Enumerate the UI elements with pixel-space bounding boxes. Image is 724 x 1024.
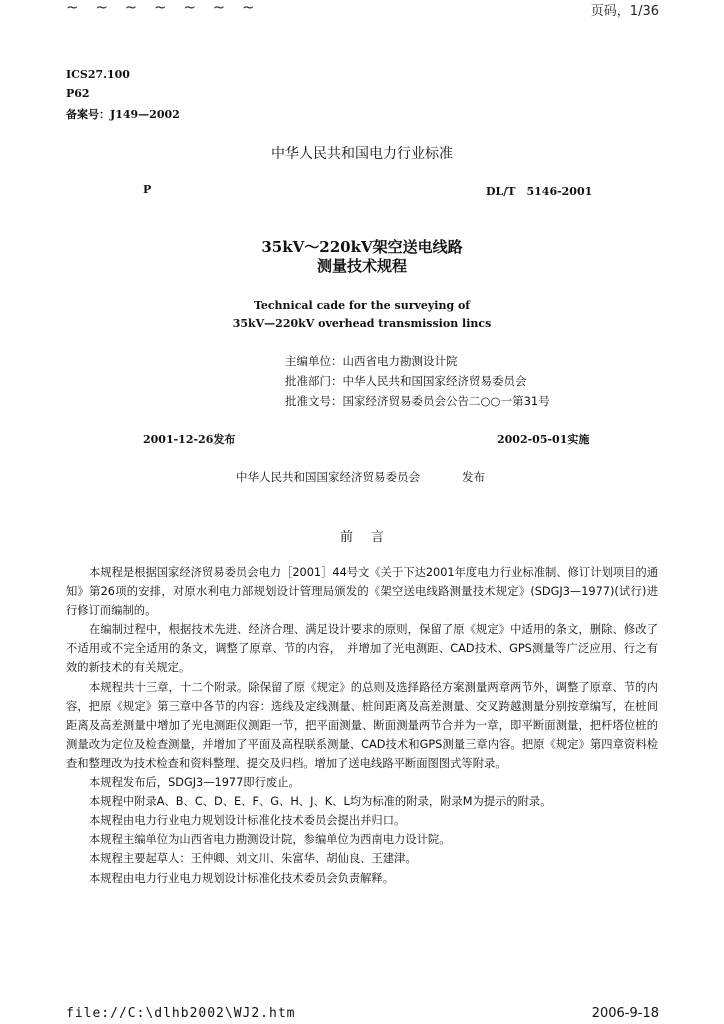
approval-document: 批准文号：国家经济贸易委员会公告二○○一第31号: [285, 394, 550, 408]
english-title-line-2: 35kV—220kV overhead transmission lincs: [232, 317, 492, 330]
page-number: 页码，1/36: [590, 4, 659, 19]
paragraph: 本规程由电力行业电力规划设计标准化技术委员会提出并归口。: [89, 814, 406, 828]
publisher-name: 中华人民共和国国家经济贸易委员会: [236, 470, 420, 484]
foreword-body: [66, 563, 658, 888]
class-code: P62: [66, 87, 90, 100]
doc-number: DL/T 5146-2001: [486, 185, 593, 198]
print-date: 2006-9-18: [591, 1006, 659, 1021]
paragraph: 本规程由电力行业电力规划设计标准化技术委员会负责解释。: [89, 871, 395, 885]
paragraph: 本规程主编单位为山西省电力勘测设计院，参编单位为西南电力设计院。: [89, 833, 451, 847]
paragraph: 本规程中附录A、B、C、D、E、F、G、H、J、K、L均为标准的附录，附录M为提示的附录。: [89, 795, 552, 809]
paragraph: 本规程发布后，SDGJ3—1977即行废止。: [89, 776, 300, 790]
title-line-2: 测量技术规程: [316, 257, 407, 275]
paragraph: 本规程是根据国家经济贸易委员会电力［2001］44号文《关于下达2001年度电力行业标准制、修订计划项目的通知》第26项的安排，对原水利电力部规划设计管理局颁发的《架空送电线路测量技术规定》(SDGJ3—1977)(试行)进行修订而编制的。: [66, 566, 658, 618]
publish-date: 2001-12-26发布: [143, 433, 236, 446]
implement-date: 2002-05-01实施: [497, 433, 590, 446]
paragraph: 本规程共十三章，十二个附录。除保留了原《规定》的总则及选择路径方案测量两章两节外，调整了原章、节的内容，把原《规定》第三章中各节的内容：选线及定线测量、桩间距离及高差测量、交叉跨越测量分别按章编写，在桩间距离及高差测量中增加了光电测距仪测距一节，把平面测量、断面测量两节合并为一章，即平断面测量，把杆塔位桩的测量改为定位及检查测量，并增加了平面及高程联系测量、CAD技术和GPS测量三章内容。把原《规定》第四章资料检查和整理改为技术检查和资料整理、提交及归档。增加了送电线路平断面图图式等附录。: [66, 680, 658, 770]
filing-number: 备案号：J149—2002: [66, 108, 180, 121]
foreword-title: 前言: [339, 530, 402, 545]
ics-code: ICS27.100: [66, 68, 130, 81]
approval-department: 批准部门：中华人民共和国国家经济贸易委员会: [285, 374, 527, 388]
english-title-line-1: Technical cade for the surveying of: [253, 299, 471, 312]
title-line-1: 35kV～220kV架空送电线路: [261, 238, 463, 256]
doc-class: P: [143, 183, 152, 196]
paragraph: 本规程主要起草人：王仲卿、刘文川、朱富华、胡仙良、王建津。: [89, 852, 417, 866]
standard-category: 中华人民共和国电力行业标准: [271, 146, 453, 162]
header-decoration: ~ ~ ~ ~ ~ ~ ~: [66, 0, 261, 16]
editor-unit: 主编单位：山西省电力勘测设计院: [285, 354, 458, 368]
paragraph: 在编制过程中，根据技术先进、经济合理、满足设计要求的原则，保留了原《规定》中适用的条文，删除、修改了不适用或不完全适用的条文，调整了原章、节的内容， 并增加了光电测距、CAD技术、GPS测量等广泛应用、行之有效的新技术的有关规定。: [66, 623, 658, 675]
publisher-action: 发布: [462, 470, 485, 484]
file-path: file://C:\dlhb2002\WJ2.htm: [66, 1006, 296, 1021]
